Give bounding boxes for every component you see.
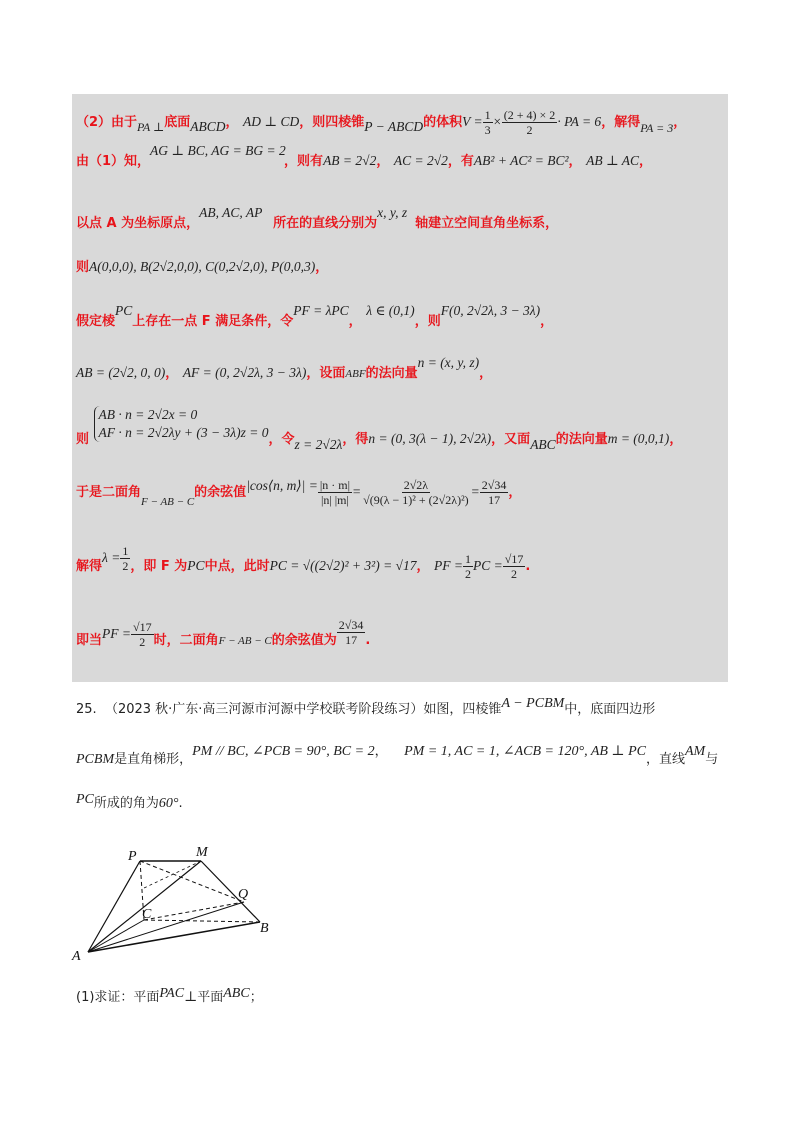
solution-line-3: 以点 A 为坐标原点，AB, AC, AP所在的直线分别为x, y, z轴建立空间直角坐标系， [76, 205, 559, 231]
fraction: $\frac{|n \cdot m|}{|n| |m|}$ [319, 478, 351, 507]
label-Q: Q [238, 887, 249, 902]
fraction: $\frac{2√34}{17}$ [481, 478, 507, 507]
part-1-question: (1)求证：平面PAC⊥平面ABC； [76, 986, 263, 1005]
edge-CB [144, 920, 260, 922]
label-C: C [142, 907, 152, 922]
solution-line-6: AB = (2√2, 0, 0)， AF = (0, 2√2λ, 3 − 3λ)，设面ABF的法向量n = (x, y, z)， [76, 355, 493, 381]
solution-line-8: 于是二面角$_{F - AB - C}$的余弦值|cos⟨n, m⟩| = $\frac{|n \cdot m|}{|n| |m|}$ = $\frac{2√2\lambda}{\text{√(9(λ − 1)² + (2√2λ)²)}}$ = $\frac{2√34}{17}$ ， [76, 478, 522, 508]
solution-line-1: （2）由于PA ⊥底面ABCD， AD ⊥ CD，则四棱锥P − ABCD的体积V = $\frac{1}{3}$ × $\frac{(2 + 4) \times 2}{2}$ · PA = 6，解得PA = 3， [76, 108, 687, 137]
fraction: $\frac{1}{3}$ [484, 108, 491, 137]
fraction: $\frac{(2 + 4) \times 2}{2}$ [503, 108, 556, 137]
fraction: $\frac{1}{2}$ [122, 544, 129, 573]
fraction: $\frac{1}{2}$ [465, 552, 471, 581]
solution-line-10: 即当PF = $\frac{√17}{2}$ 时，二面角F − AB − C的余弦值为 $\frac{2√34}{17}$ . [76, 618, 371, 649]
label-A: A [72, 949, 81, 964]
solution-highlight-box [72, 94, 728, 682]
fraction: $\frac{√17}{2}$ [504, 552, 524, 581]
problem-line-2: PCBM是直角梯形，PM // BC, ∠PCB = 90°, BC = 2， PM = 1, AC = 1, ∠ACB = 120°, AB ⊥ PC，直线AM与 [76, 744, 719, 767]
pyramid-figure [60, 840, 290, 970]
solution-line-5: 假定棱PC上存在一点 F 满足条件，令PF = λPC， λ ∈ (0,1)，则F(0, 2√2λ, 3 − 3λ)， [76, 303, 554, 329]
label-P: P [128, 849, 137, 864]
edge-PQ [140, 861, 244, 902]
problem-line-1: 25. （2023 秋·广东·高三河源市河源中学校联考阶段练习）如图，四棱锥A − PCBM中，底面四边形 [76, 696, 656, 717]
solution-line-2: 由（1）知，AG ⊥ BC, AG = BG = 2，则有AB = 2√2， AC = 2√2，有AB² + AC² = BC²， AB ⊥ AC， [76, 143, 653, 169]
fraction: $\frac{2√2\lambda}{\text{√(9(λ − 1)² + (2√2λ)²)}}$ [363, 478, 469, 507]
solution-line-4: 则A(0,0,0), B(2√2,0,0), C(0,2√2,0), P(0,0,3)， [76, 259, 329, 275]
solution-line-7: 则 AB · n = 2√2x = 0 AF · n = 2√2λy + (3 − 3λ)z = 0 ，令z = 2√2λ，得n = (0, 3(λ − 1), 2√2λ)，又面ABC的法向量m = (0,0,1)， [76, 407, 683, 452]
label-M: M [196, 845, 208, 860]
label-B: B [260, 921, 269, 936]
fraction: $\frac{√17}{2}$ [133, 620, 152, 649]
edge-AQ [88, 902, 244, 952]
fraction: $\frac{2√34}{17}$ [338, 618, 364, 647]
problem-number: 25. [76, 702, 97, 717]
solution-line-9: 解得λ = $\frac{1}{2}$ ，即 F 为PC中点，此时PC = √((2√2)² + 3²) = √17， PF = $\frac{1}{2}$ PC = $\frac{√17}{2}$ . [76, 544, 531, 581]
problem-line-3: PC所成的角为60°. [76, 792, 183, 811]
edge-CQ [144, 902, 244, 920]
